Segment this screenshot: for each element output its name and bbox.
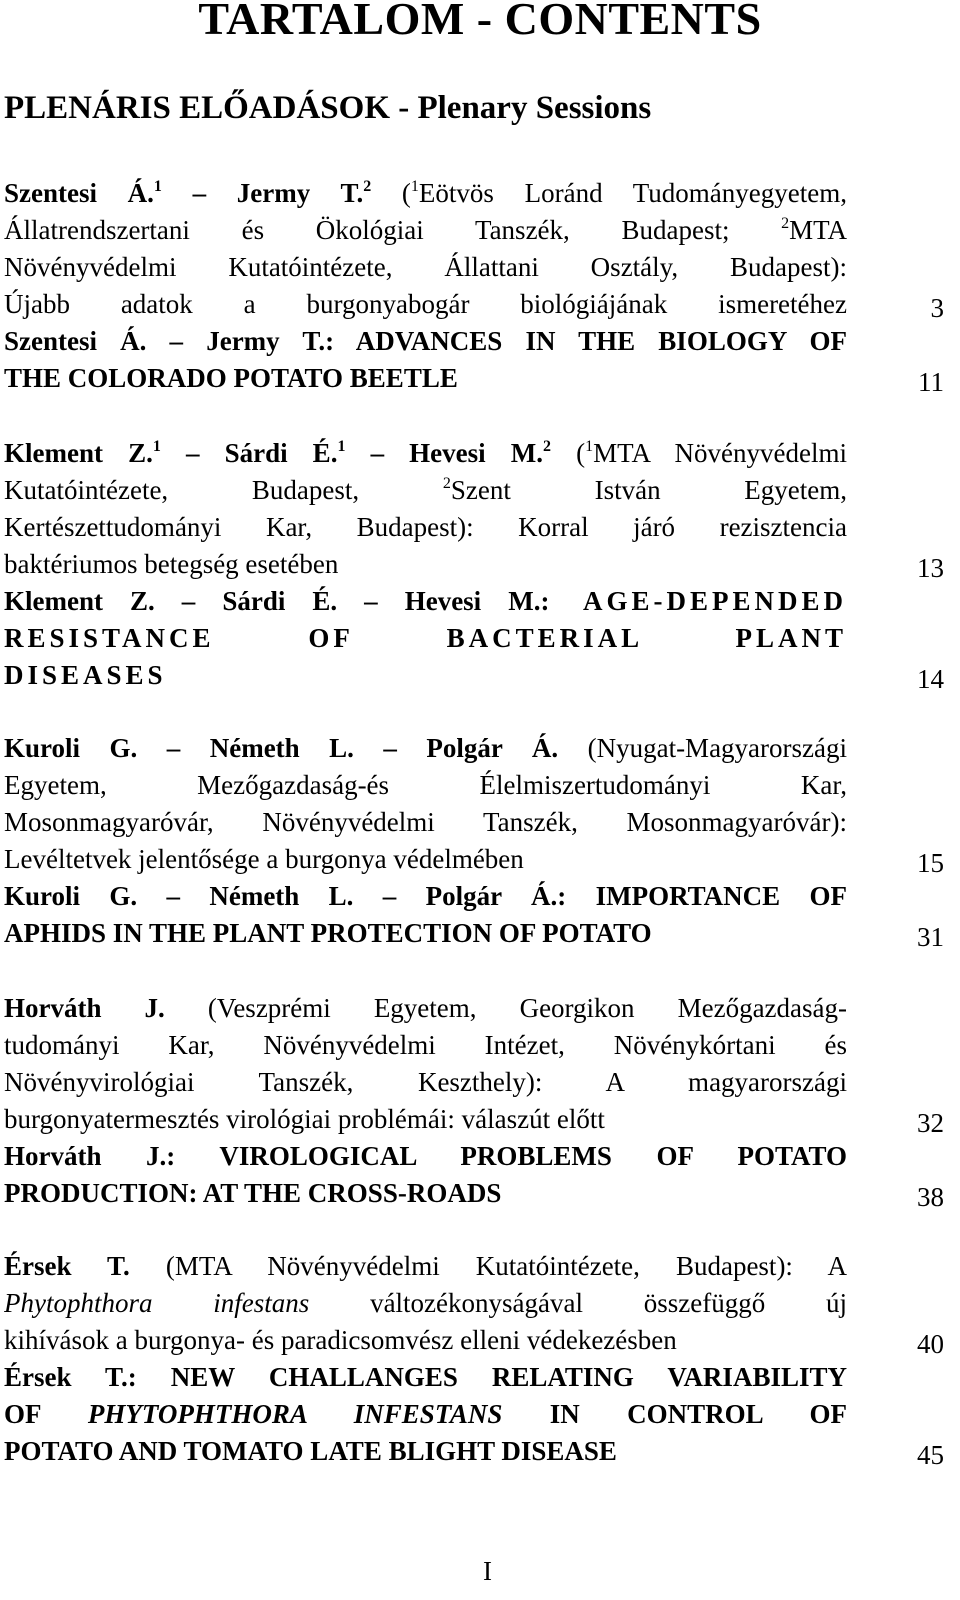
page-number: 45 xyxy=(917,1440,944,1470)
entry-line: THE COLORADO POTATO BEETLE xyxy=(4,363,458,393)
entry-line: DISEASES xyxy=(4,660,167,690)
section-title: PLENÁRIS ELŐADÁSOK - Plenary Sessions xyxy=(4,90,652,126)
entry-line: tudományi Kar, Növényvédelmi Intézet, Növénykórtani és xyxy=(4,1030,847,1060)
entry-line: APHIDS IN THE PLANT PROTECTION OF POTATO xyxy=(4,918,652,948)
entry-line: Kutatóintézete, Budapest, $^2$Szent István Egyetem, xyxy=(4,475,847,505)
entry-line: OF PHYTOPHTHORA INFESTANS IN CONTROL OF xyxy=(4,1399,847,1429)
page-number: 38 xyxy=(917,1182,944,1212)
entry-line: Horváth J.: VIROLOGICAL PROBLEMS OF POTATO xyxy=(4,1141,847,1171)
entry-line: Kuroli G. – Németh L. – Polgár Á. (Nyugat-Magyarországi xyxy=(4,733,847,763)
entry-line: Érsek T.: NEW CHALLANGES RELATING VARIABILITY xyxy=(4,1362,847,1392)
entry-line: Klement Z.$^1$ – Sárdi É.$^1$ – Hevesi M.$^2$ ($^1$MTA Növényvédelmi xyxy=(4,438,847,468)
entry-line: burgonyatermesztés virológiai problémái: válaszút előtt xyxy=(4,1104,605,1134)
page-number: 14 xyxy=(917,664,944,694)
entry-line: Klement Z. – Sárdi É. – Hevesi M.: AGE-DEPENDED xyxy=(4,586,847,616)
entry-line: baktériumos betegség esetében xyxy=(4,549,339,579)
entry-line: kihívások a burgonya- és paradicsomvész elleni védekezésben xyxy=(4,1325,677,1355)
entry-line: Levéltetvek jelentősége a burgonya védelmében xyxy=(4,844,524,874)
page-number: 13 xyxy=(917,553,944,583)
page-number: 15 xyxy=(917,848,944,878)
entry-line: Horváth J. (Veszprémi Egyetem, Georgikon Mezőgazdaság- xyxy=(4,993,847,1023)
entry-line: Kertészettudományi Kar, Budapest): Korral járó rezisztencia xyxy=(4,512,847,542)
page-number: 32 xyxy=(917,1108,944,1138)
entry-line: Újabb adatok a burgonyabogár biológiájának ismeretéhez xyxy=(4,289,847,319)
toc-entry-kuroli xyxy=(4,730,944,952)
toc-entry-horvath xyxy=(4,990,944,1212)
page-number: 40 xyxy=(917,1329,944,1359)
entry-line: Szentesi Á. – Jermy T.: ADVANCES IN THE BIOLOGY OF xyxy=(4,326,847,356)
entry-line: Érsek T. (MTA Növényvédelmi Kutatóintézete, Budapest): A xyxy=(4,1251,847,1281)
toc-entry-klement xyxy=(4,435,944,694)
entry-line: Növényvirológiai Tanszék, Keszthely): A magyarországi xyxy=(4,1067,847,1097)
entry-line: Állatrendszertani és Ökológiai Tanszék, Budapest; $^2$MTA xyxy=(4,215,847,245)
entry-line: POTATO AND TOMATO LATE BLIGHT DISEASE xyxy=(4,1436,617,1466)
entry-line: RESISTANCE OF BACTERIAL PLANT xyxy=(4,623,847,653)
entry-line: Kuroli G. – Németh L. – Polgár Á.: IMPORTANCE OF xyxy=(4,881,847,911)
toc-entry-szentesi xyxy=(4,175,944,397)
entry-line: PRODUCTION: AT THE CROSS-ROADS xyxy=(4,1178,502,1208)
page-number: 11 xyxy=(918,367,944,397)
page-title: TARTALOM - CONTENTS xyxy=(198,0,762,44)
toc-entry-ersek xyxy=(4,1248,944,1470)
entry-line: Egyetem, Mezőgazdaság-és Élelmiszertudományi Kar, xyxy=(4,770,847,800)
entry-line: Phytophthora infestans változékonyságával összefüggő új xyxy=(4,1288,847,1318)
page-number: 3 xyxy=(930,293,944,323)
page-footer-number: I xyxy=(483,1556,492,1586)
page-number: 31 xyxy=(917,922,944,952)
entry-line: Mosonmagyaróvár, Növényvédelmi Tanszék, Mosonmagyaróvár): xyxy=(4,807,847,837)
entry-line: Növényvédelmi Kutatóintézete, Állattani Osztály, Budapest): xyxy=(4,252,847,282)
entry-line: Szentesi Á.$^1$ – Jermy T.$^2$ ($^1$Eötvös Loránd Tudományegyetem, xyxy=(4,178,847,208)
